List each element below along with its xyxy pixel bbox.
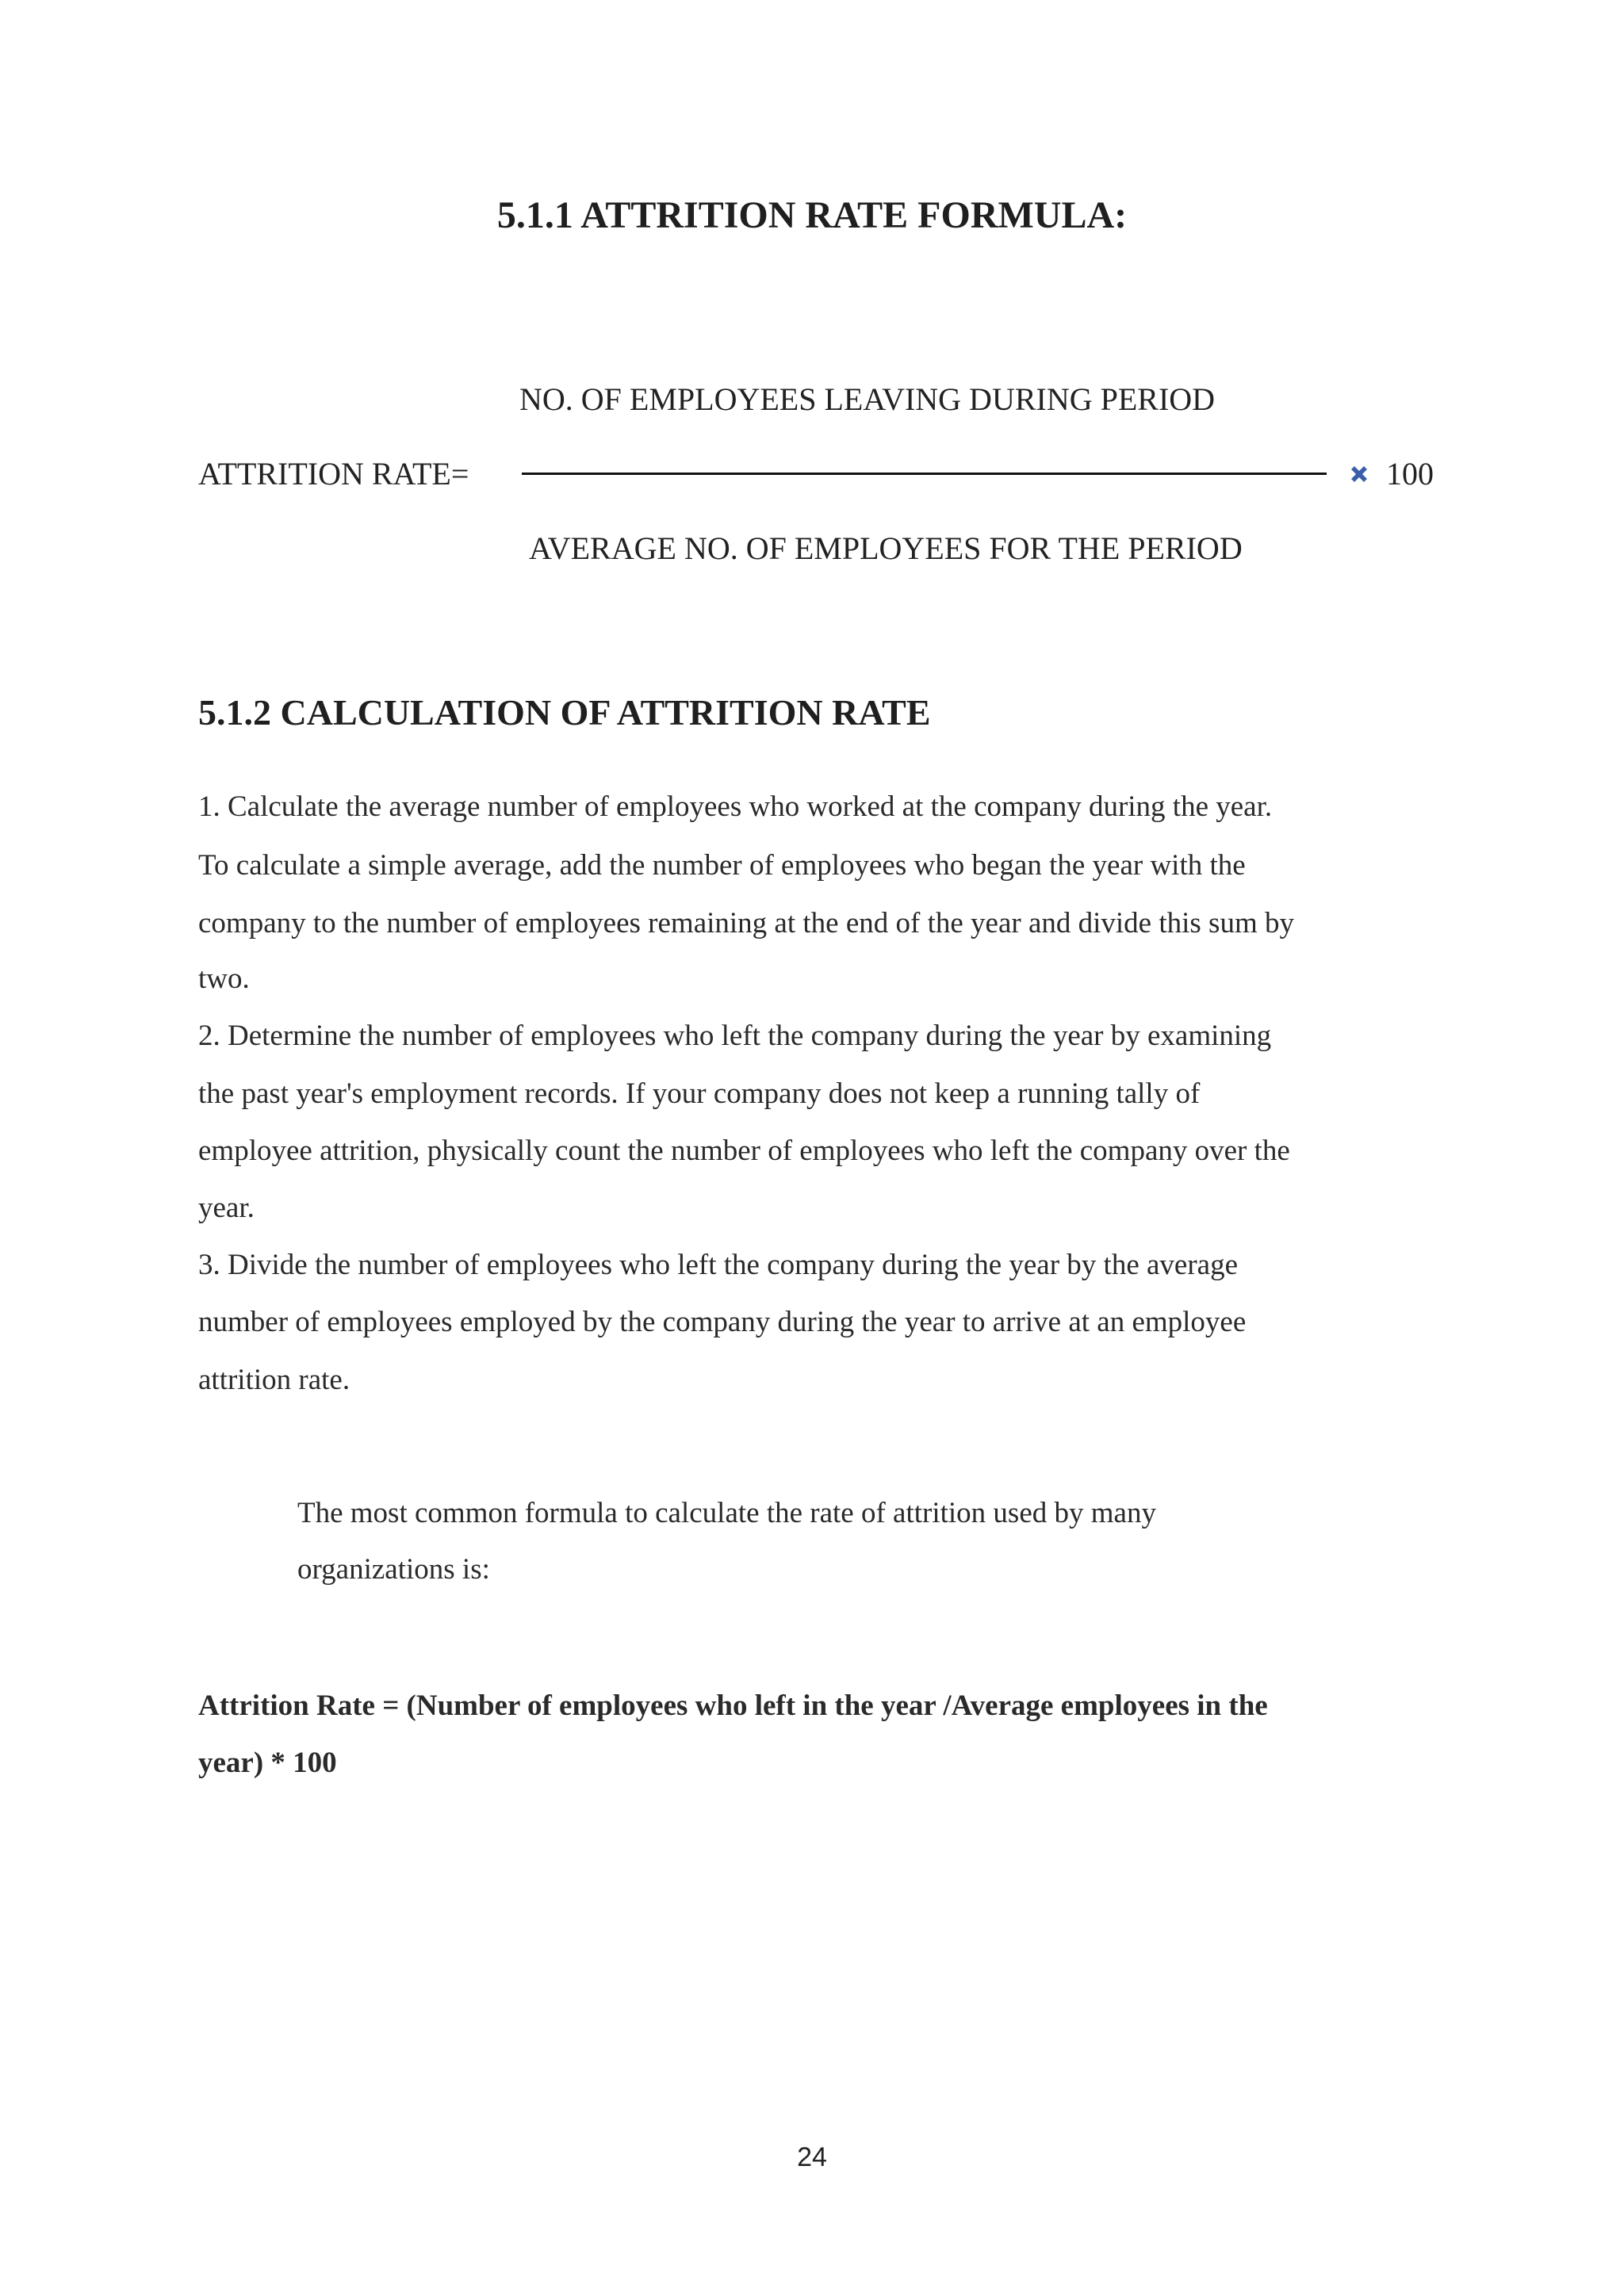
body-text-line: 1. Calculate the average number of employees who worked at the company during the year. (198, 790, 1273, 823)
body-text-line: 3. Divide the number of employees who left the company during the year by the average (198, 1249, 1239, 1281)
body-text-line: attrition rate. (198, 1364, 350, 1396)
fraction-bar (522, 473, 1327, 475)
bold-formula-line: Attrition Rate = (Number of employees who left in the year /Average employees in the (198, 1689, 1268, 1722)
indented-note-line: The most common formula to calculate the rate of attrition used by many (297, 1497, 1156, 1529)
body-text-line: two. (198, 962, 250, 995)
body-text-line: the past year's employment records. If your company does not keep a running tally of (198, 1077, 1201, 1110)
formula-lhs: ATTRITION RATE= (198, 456, 469, 492)
page-number: 24 (797, 2142, 827, 2172)
body-text-line: To calculate a simple average, add the number of employees who began the year with the (198, 849, 1246, 882)
formula-numerator: NO. OF EMPLOYEES LEAVING DURING PERIOD (519, 381, 1216, 417)
bold-formula-line: year) * 100 (198, 1747, 337, 1779)
section-heading-attrition-formula: 5.1.1 ATTRITION RATE FORMULA: (496, 194, 1128, 236)
section-heading-calculation: 5.1.2 CALCULATION OF ATTRITION RATE (198, 692, 931, 733)
body-text-line: 2. Determine the number of employees who left the company during the year by examining (198, 1020, 1272, 1052)
body-text-line: company to the number of employees remaining at the end of the year and divide this sum by (198, 907, 1294, 939)
multiply-icon (1348, 463, 1370, 485)
body-text-line: employee attrition, physically count the number of employees who left the company over the (198, 1135, 1290, 1167)
indented-note-line: organizations is: (297, 1553, 490, 1586)
formula-multiplier: 100 (1386, 456, 1434, 492)
body-text-line: year. (198, 1192, 255, 1224)
formula-denominator: AVERAGE NO. OF EMPLOYEES FOR THE PERIOD (529, 530, 1243, 566)
body-text-line: number of employees employed by the company during the year to arrive at an employee (198, 1306, 1247, 1338)
